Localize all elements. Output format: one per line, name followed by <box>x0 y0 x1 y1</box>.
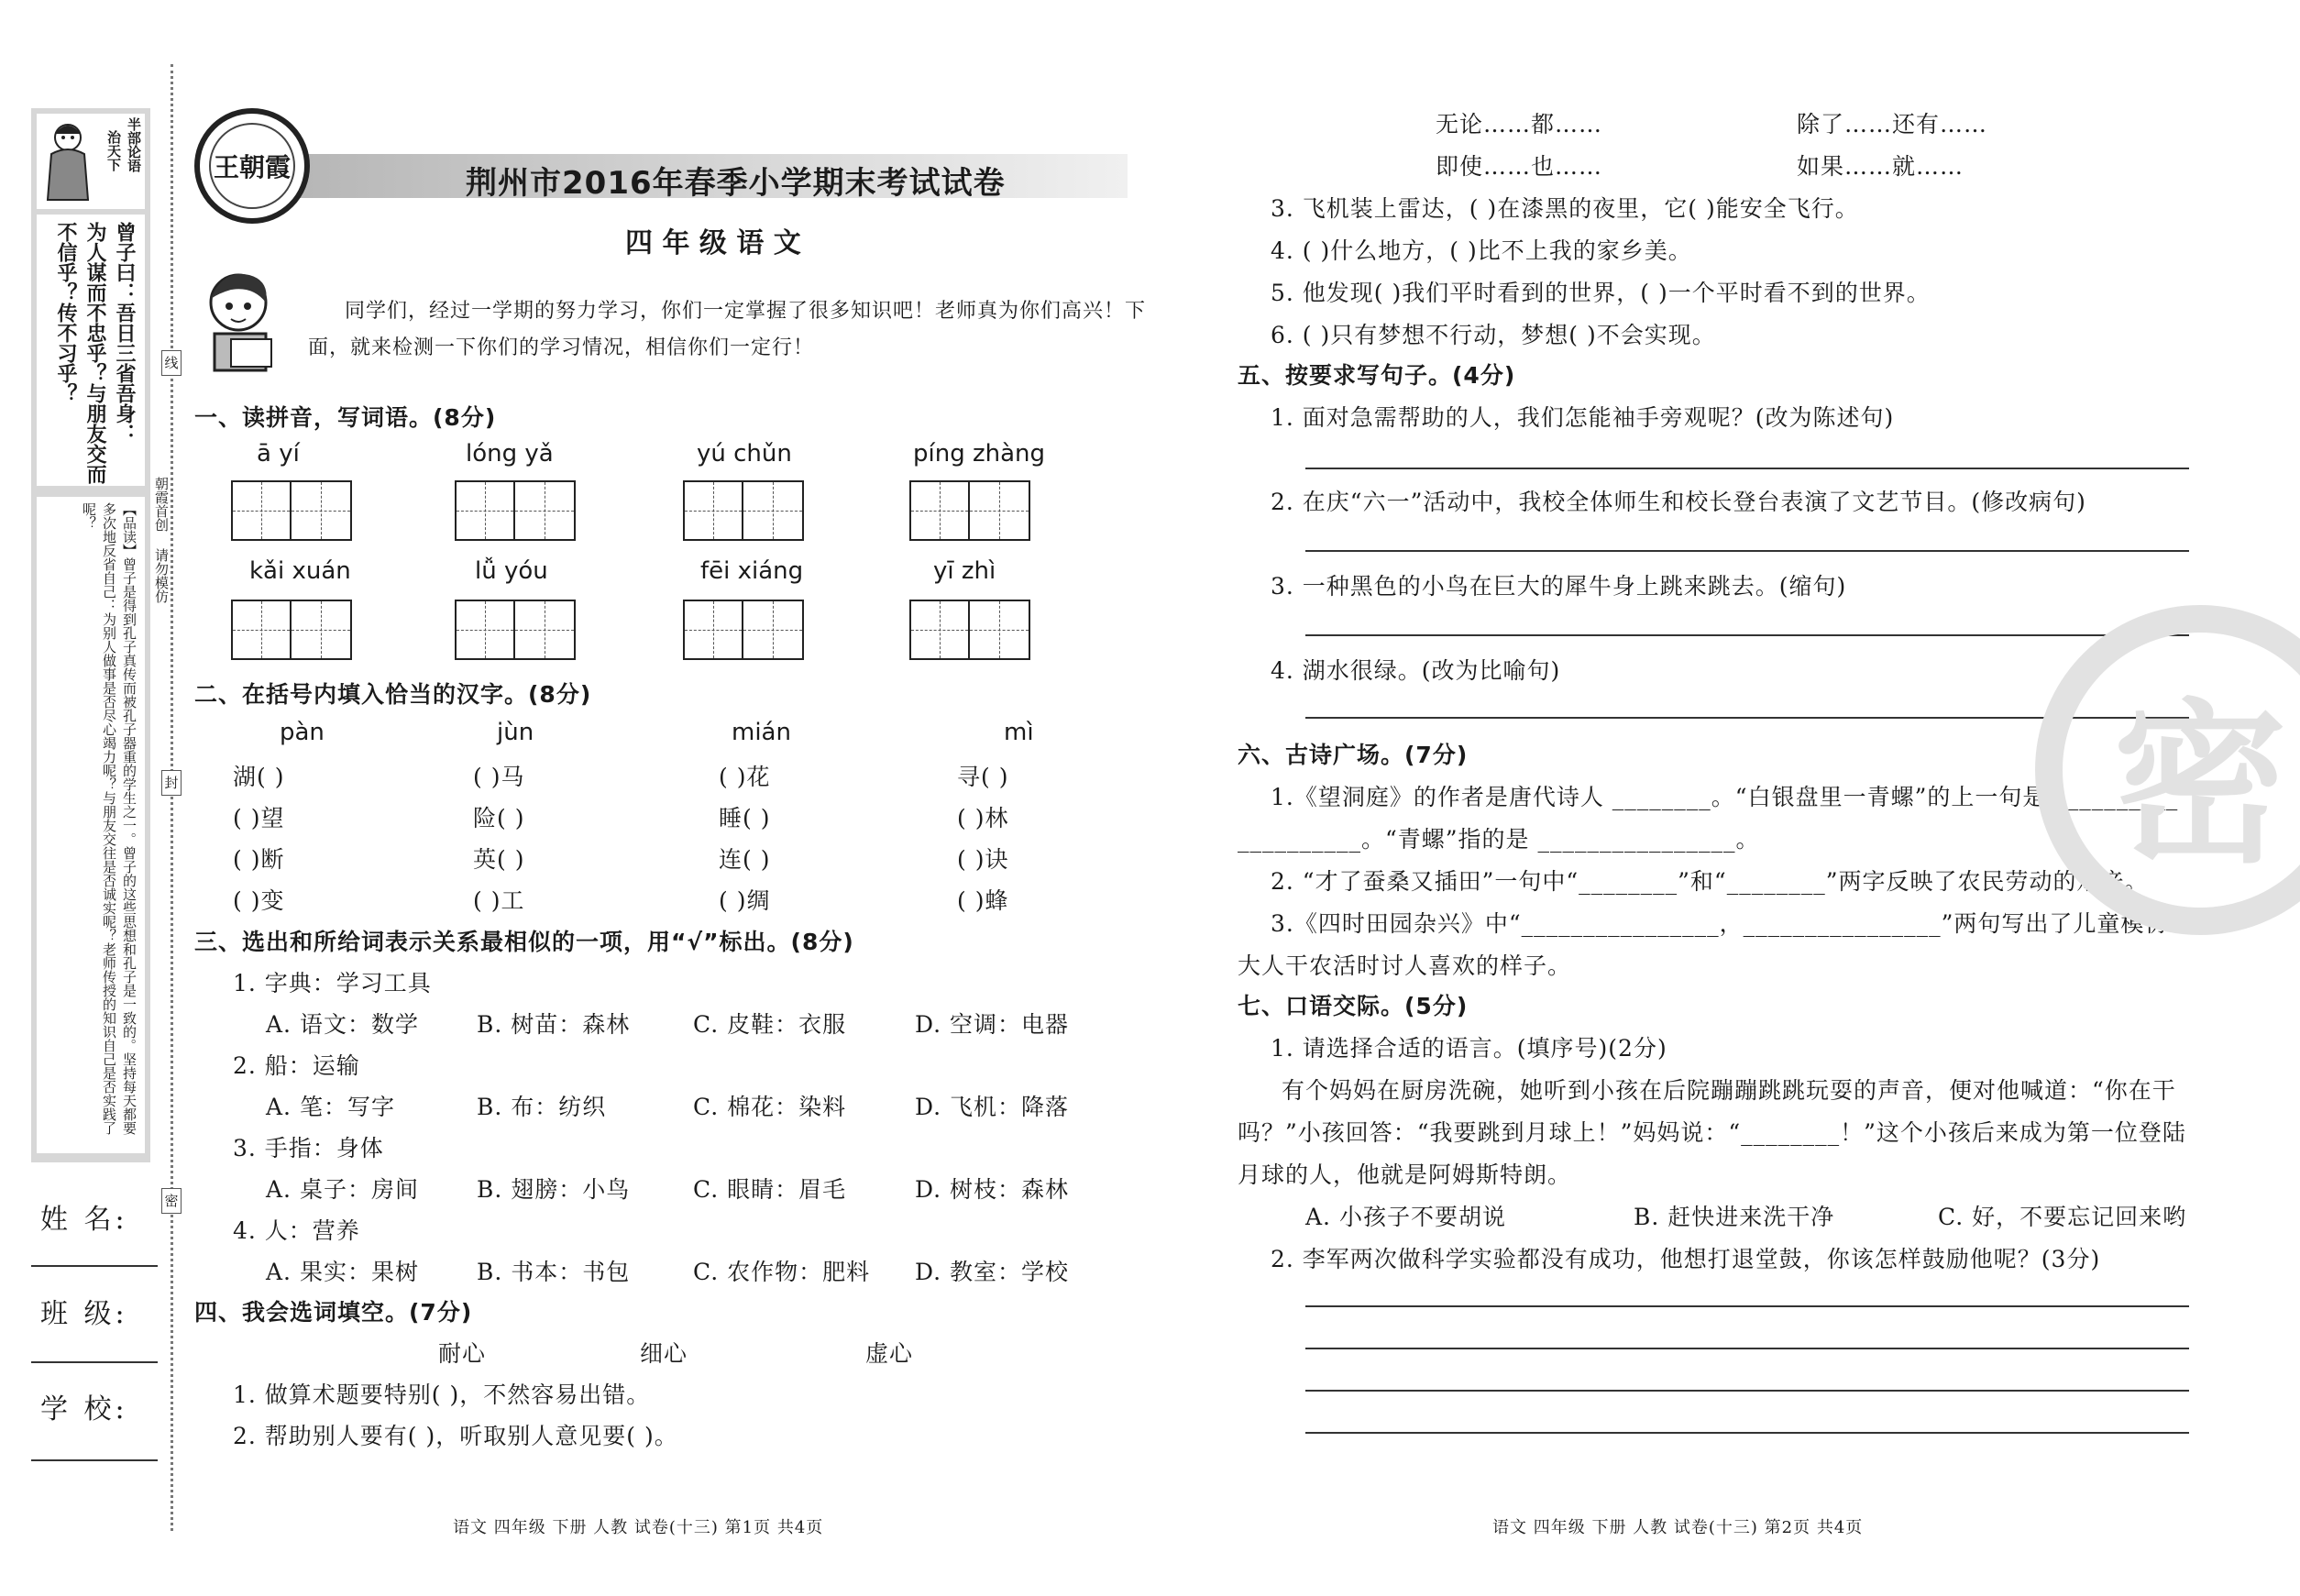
cut-mark-1: 线 <box>161 350 182 376</box>
s3-question-2: 2. 船：运输 <box>233 1052 360 1079</box>
s3-option[interactable]: B. 书本：书包 <box>477 1259 631 1285</box>
footer-right: 语文 四年级 下册 人教 试卷(十三) 第2页 共4页 <box>1492 1518 1864 1537</box>
s7-paragraph-1: 有个妈妈在厨房洗碗，她听到小孩在后院蹦蹦跳跳玩耍的声音，便对他喊道：“你在干 <box>1282 1077 2176 1104</box>
s3-option[interactable]: D. 飞机：降落 <box>915 1094 1070 1120</box>
s4-pair-4: 如果……就…… <box>1797 153 1964 180</box>
watermark-stamp: 密 <box>2035 605 2300 935</box>
s4-word-1: 耐心 <box>438 1340 487 1367</box>
s6-question-3b: 大人干农活时讨人喜欢的样子。 <box>1238 952 1572 979</box>
s3-option[interactable]: B. 翅膀：小鸟 <box>477 1176 631 1203</box>
intro-line-1: 同学们，经过一学期的努力学习，你们一定掌握了很多知识吧！老师真为你们高兴！下 <box>345 300 1147 323</box>
s2-cell[interactable]: ( )变 <box>233 887 285 914</box>
s3-option[interactable]: D. 树枝：森林 <box>915 1176 1070 1203</box>
s7-question-2: 2. 李军两次做科学实验都没有成功，他想打退堂鼓，你该怎样鼓励他呢？(3分) <box>1271 1246 2101 1272</box>
s1-pinyin-7: fēi xiáng <box>700 557 804 585</box>
s3-option[interactable]: C. 农作物：肥料 <box>693 1259 871 1285</box>
school-label: 学 校: <box>40 1393 128 1425</box>
s4-pair-2: 除了……还有…… <box>1797 111 1988 138</box>
s4-pair-1: 无论……都…… <box>1436 111 1603 138</box>
s1-pinyin-2: lóng yǎ <box>466 440 554 468</box>
s3-option[interactable]: A. 果实：果树 <box>266 1259 419 1285</box>
s4-question-6: 6. ( )只有梦想不行动，梦想( )不会实现。 <box>1271 322 1716 348</box>
footer-left: 语文 四年级 下册 人教 试卷(十三) 第1页 共4页 <box>453 1518 824 1537</box>
name-label: 姓 名: <box>40 1204 128 1236</box>
s3-option[interactable]: C. 棉花：染料 <box>693 1094 847 1120</box>
s7-paragraph-2: 吗？”小孩回答：“我要跳到月球上！”妈妈说：“________！”这个小孩后来成为第一位登陆 <box>1238 1119 2186 1146</box>
sidebar-quote-3: 不信乎？传不习乎？ <box>54 222 77 403</box>
s7-question-1: 1. 请选择合适的语言。(填序号)(2分) <box>1271 1035 1667 1062</box>
s2-cell[interactable]: 险( ) <box>473 805 525 831</box>
section-6-title: 六、古诗广场。(7分) <box>1238 742 1469 768</box>
confucius-figure-icon <box>40 117 95 205</box>
s7-option-a[interactable]: A. 小孩子不要胡说 <box>1305 1204 1506 1230</box>
s4-word-3: 虚心 <box>865 1340 914 1367</box>
cut-mark-2: 封 <box>161 770 182 796</box>
s1-answer-grid-8[interactable] <box>909 600 1030 660</box>
s4-pair-3: 即使……也…… <box>1436 153 1603 180</box>
s3-option[interactable]: C. 眼睛：眉毛 <box>693 1176 847 1203</box>
s5-answer-line-2[interactable] <box>1305 550 2189 552</box>
s5-question-2: 2. 在庆“六一”活动中，我校全体师生和校长登台表演了文艺节目。(修改病句) <box>1271 489 2086 515</box>
s2-pinyin-1: pàn <box>280 719 325 746</box>
s1-answer-grid-6[interactable] <box>455 600 576 660</box>
class-field[interactable] <box>31 1361 158 1363</box>
s7-answer-line-1[interactable] <box>1305 1305 2189 1307</box>
s2-cell[interactable]: ( )断 <box>233 846 285 873</box>
s1-answer-grid-3[interactable] <box>683 480 804 541</box>
s1-answer-grid-1[interactable] <box>231 480 352 541</box>
class-label: 班 级: <box>40 1298 128 1330</box>
s6-question-2: 2. “才了蚕桑又插田”一句中“________”和“________”两字反映了农民劳动的艰辛。 <box>1271 868 2149 895</box>
s1-answer-grid-2[interactable] <box>455 480 576 541</box>
s2-pinyin-4: mì <box>1004 719 1034 746</box>
s4-word-2: 细心 <box>640 1340 688 1367</box>
s3-option[interactable]: C. 皮鞋：衣服 <box>693 1011 847 1038</box>
s1-pinyin-8: yī zhì <box>933 557 996 585</box>
logo-text: 王朝霞 <box>209 123 295 209</box>
s1-pinyin-1: ā yí <box>257 440 300 468</box>
sidebar-side-note: 朝霞首创 请勿模仿 <box>153 477 170 603</box>
s6-question-3a: 3.《四时田园杂兴》中“________________，________________”两句写出了儿童模仿 <box>1271 910 2169 937</box>
sidebar-vertical-header: 半部论语 <box>126 117 142 172</box>
s7-option-c[interactable]: C. 好，不要忘记回来哟 <box>1938 1204 2187 1230</box>
sidebar-quote-2: 为人谋而不忠乎？与朋友交而 <box>83 222 106 484</box>
s1-answer-grid-5[interactable] <box>231 600 352 660</box>
section-1-title: 一、读拼音，写词语。(8分) <box>194 404 497 431</box>
intro-line-2: 面，就来检测一下你们的学习情况，相信你们一定行！ <box>308 336 815 359</box>
student-reading-icon <box>194 266 286 376</box>
s4-question-5: 5. 他发现( )我们平时看到的世界，( )一个平时看不到的世界。 <box>1271 280 1931 306</box>
s7-answer-line-2[interactable] <box>1305 1348 2189 1349</box>
section-5-title: 五、按要求写句子。(4分) <box>1238 362 1516 389</box>
exam-subtitle: 四 年 级 语 文 <box>625 227 801 259</box>
s6-question-1a: 1.《望洞庭》的作者是唐代诗人 ________。“白银盘里一青螺”的上一句是 __________ <box>1271 784 2179 810</box>
s1-answer-grid-7[interactable] <box>683 600 804 660</box>
s2-pinyin-3: mián <box>732 719 791 746</box>
s3-option[interactable]: B. 树苗：森林 <box>477 1011 631 1038</box>
s2-cell[interactable]: ( )马 <box>473 764 525 790</box>
cut-mark-3: 密 <box>161 1188 182 1214</box>
s4-question-2: 2. 帮助别人要有( )，听取别人意见要( )。 <box>233 1423 678 1449</box>
s4-question-3: 3. 飞机装上雷达，( )在漆黑的夜里，它( )能安全飞行。 <box>1271 195 1859 222</box>
section-3-title: 三、选出和所给词表示关系最相似的一项，用“√”标出。(8分) <box>194 929 854 955</box>
s5-answer-line-1[interactable] <box>1305 468 2189 469</box>
s7-option-b[interactable]: B. 赶快进来洗干净 <box>1634 1204 1835 1230</box>
s2-cell[interactable]: 睡( ) <box>719 805 771 831</box>
logo-seal <box>194 108 310 224</box>
s2-cell[interactable]: ( )绸 <box>719 887 771 914</box>
section-2-title: 二、在括号内填入恰当的汉字。(8分) <box>194 681 592 708</box>
s1-answer-grid-4[interactable] <box>909 480 1030 541</box>
cut-line <box>171 64 173 1531</box>
s7-answer-line-4[interactable] <box>1305 1432 2189 1434</box>
s3-option[interactable]: A. 语文：数学 <box>266 1011 419 1038</box>
s4-question-1: 1. 做算术题要特别( )，不然容易出错。 <box>233 1381 651 1408</box>
s5-question-1: 1. 面对急需帮助的人，我们怎能袖手旁观呢？(改为陈述句) <box>1271 404 1895 431</box>
s3-question-3: 3. 手指：身体 <box>233 1135 384 1161</box>
school-field[interactable] <box>31 1459 158 1461</box>
sidebar-quote-1: 曾子曰：吾日三省吾身： <box>113 222 136 444</box>
section-4-title: 四、我会选词填空。(7分) <box>194 1299 473 1326</box>
s7-answer-line-3[interactable] <box>1305 1390 2189 1392</box>
s2-cell[interactable]: 湖( ) <box>233 764 285 790</box>
s5-question-3: 3. 一种黑色的小鸟在巨大的犀牛身上跳来跳去。(缩句) <box>1271 573 1847 600</box>
s1-pinyin-5: kǎi xuán <box>249 557 351 585</box>
sidebar-vertical-sub: 治天下 <box>105 130 122 171</box>
sidebar-pindu-text: 【品读】曾子是得到孔子真传而被孔子器重的学生之一。曾子的这些思想和孔子是一致的。坚持每天都要多次地反省自己：为别人做事是否尽心竭力呢？与朋友交往是否诚实呢？老师传授的知识自己是否实践了呢？ <box>81 502 138 1135</box>
sidebar-pindu-box <box>37 497 145 1153</box>
section-7-title: 七、口语交际。(5分) <box>1238 993 1469 1019</box>
name-field[interactable] <box>31 1265 158 1267</box>
s2-cell[interactable]: 连( ) <box>719 846 771 873</box>
sidebar-panel <box>31 108 150 1162</box>
s3-option[interactable]: A. 桌子：房间 <box>266 1176 419 1203</box>
exam-title: 荆州市2016年春季小学期末考试试卷 <box>466 165 1006 202</box>
s3-option[interactable]: A. 笔：写字 <box>266 1094 395 1120</box>
s3-option[interactable]: B. 布：纺织 <box>477 1094 607 1120</box>
s3-question-4: 4. 人：营养 <box>233 1217 360 1244</box>
s5-question-4: 4. 湖水很绿。(改为比喻句) <box>1271 657 1561 684</box>
sidebar-quote-box <box>37 215 145 486</box>
s7-paragraph-3: 月球的人，他就是阿姆斯特朗。 <box>1238 1161 1572 1188</box>
s5-answer-line-3[interactable] <box>1305 634 2189 636</box>
s2-cell[interactable]: 英( ) <box>473 846 525 873</box>
s2-cell[interactable]: ( )林 <box>957 805 1009 831</box>
s1-pinyin-4: píng zhàng <box>913 440 1046 468</box>
s6-question-1b: __________。“青螺”指的是 ________________。 <box>1238 826 1760 853</box>
s3-option[interactable]: D. 空调：电器 <box>915 1011 1070 1038</box>
s2-cell[interactable]: ( )花 <box>719 764 771 790</box>
s2-cell[interactable]: ( )望 <box>233 805 285 831</box>
s3-question-1: 1. 字典：学习工具 <box>233 970 432 996</box>
sidebar-header-box <box>37 114 145 209</box>
s4-question-4: 4. ( )什么地方，( )比不上我的家乡美。 <box>1271 237 1692 264</box>
s1-pinyin-3: yú chǔn <box>697 440 792 468</box>
s2-cell[interactable]: ( )工 <box>473 887 525 914</box>
s1-pinyin-6: lǚ yóu <box>475 557 548 585</box>
s2-pinyin-2: jùn <box>497 719 534 746</box>
s2-cell[interactable]: 寻( ) <box>957 764 1009 790</box>
s2-cell[interactable]: ( )蜂 <box>957 887 1009 914</box>
s2-cell[interactable]: ( )诀 <box>957 846 1009 873</box>
s3-option[interactable]: D. 教室：学校 <box>915 1259 1070 1285</box>
